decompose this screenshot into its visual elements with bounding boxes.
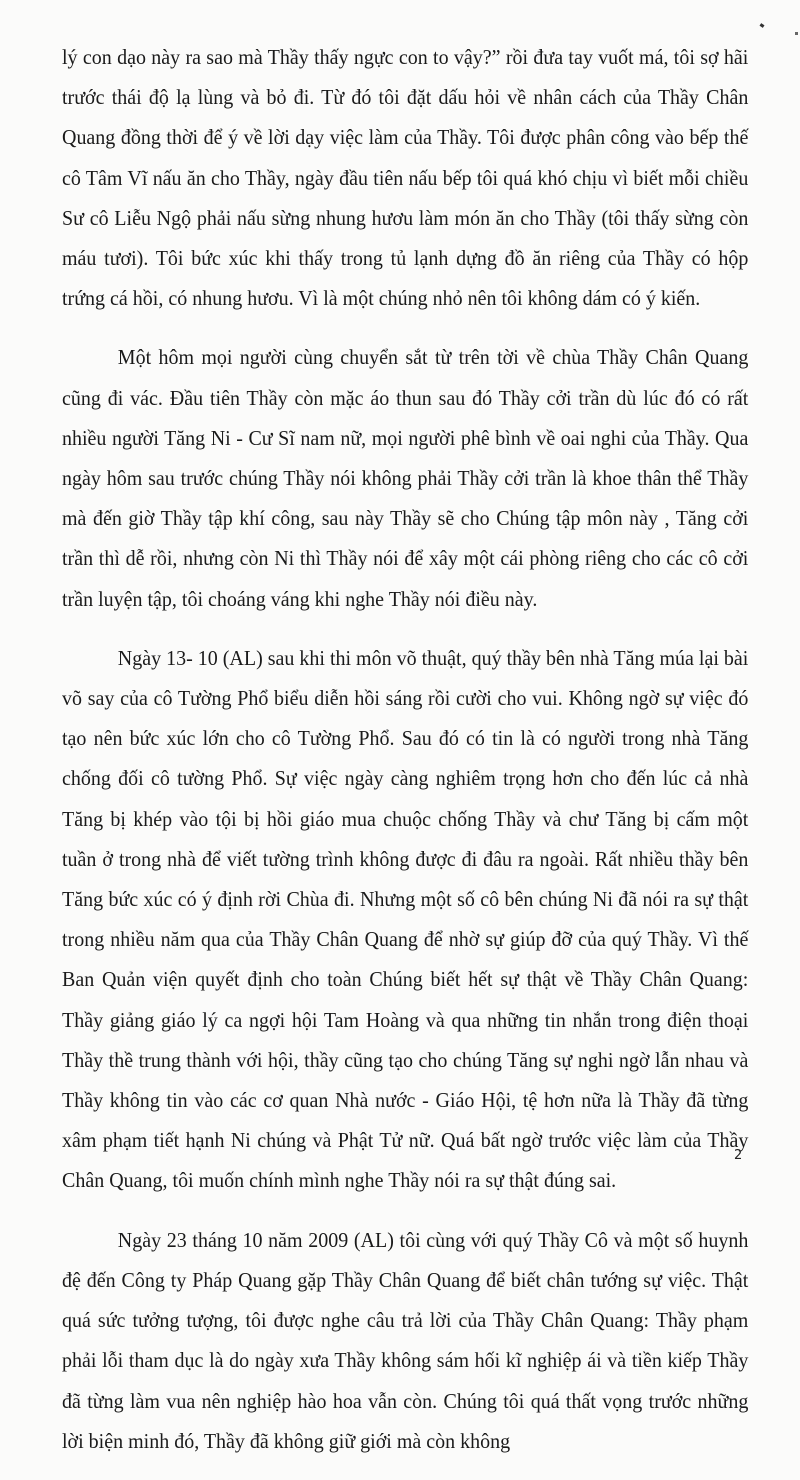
scan-artifact xyxy=(795,32,798,35)
document-page xyxy=(62,37,748,1480)
paragraph: Một hôm mọi người cùng chuyển sắt từ trên tời về chùa Thầy Chân Quang cũng đi vác. Đầu tiên Thầy còn mặc áo thun sau đó Thầy cởi trần dù lúc đó có rất nhiều người Tăng Ni - Cư Sĩ nam nữ, mọi người phê bình về oai nghi của Thầy. Qua ngày hôm sau trước chúng Thầy nói không phải Thầy cởi trần là khoe thân thể Thầy mà đến giờ Thầy tập khí công, sau này Thầy sẽ cho Chúng tập môn này , Tăng cởi trần thì dễ rồi, nhưng còn Ni thì Thầy nói để xây một cái phòng riêng cho các cô cởi trần luyện tập, tôi choáng váng khi nghe Thầy nói điều này. xyxy=(62,345,749,611)
paragraph: Ngày 23 tháng 10 năm 2009 (AL) tôi cùng với quý Thầy Cô và một số huynh đệ đến Công ty Pháp Quang gặp Thầy Chân Quang để biết chân tướng sự việc. Thật quá sức tưởng tượng, tôi được nghe câu trả lời của Thầy Chân Quang: Thầy phạm phải lỗi tham dục là do ngày xưa Thầy không sám hối kĩ nghiệp ái và tiền kiếp Thầy đã từng làm vua nên nghiệp hào hoa vẫn còn. Chúng tôi quá thất vọng trước những lời biện minh đó, Thầy đã không giữ giới mà còn không xyxy=(62,1227,749,1453)
paragraph: Ngày 13- 10 (AL) sau khi thi môn võ thuật, quý thầy bên nhà Tăng múa lại bài võ say của cô Tường Phổ biểu diễn hồi sáng rồi cười cho vui. Không ngờ sự việc đó tạo nên bức xúc lớn cho cô Tường Phổ. Sau đó có tin là có người trong nhà Tăng chống đối cô tường Phổ. Sự việc ngày càng nghiêm trọng hơn cho đến lúc cả nhà Tăng bị khép vào tội bị hồi giáo mua chuộc chống Thầy và chư Tăng bị cấm một tuần ở trong nhà để viết tường trình không được đi đâu ra ngoài. Rất nhiều thầy bên Tăng bức xúc có ý định rời Chùa đi. Nhưng một số cô bên chúng Ni đã nói ra sự thật trong nhiều năm qua của Thầy Chân Quang để nhờ sự giúp đỡ của quý Thầy. Vì thế Ban Quản viện quyết định cho toàn Chúng biết hết sự thật về Thầy Chân Quang: Thầy giảng giáo lý ca ngợi hội Tam Hoàng và qua những tin nhắn trong điện thoại Thầy thề trung thành với hội, thầy cũng tạo cho chúng Tăng sự nghi ngờ lẫn nhau và Thầy không tin vào các cơ quan Nhà nước - Giáo Hội, tệ hơn nữa là Thầy đã từng xâm phạm tiết hạnh Ni chúng và Phật Tử nữ. Quá bất ngờ trước việc làm của Thầy Chân Quang, tôi muốn chính mình nghe Thầy nói ra sự thật đúng sai. xyxy=(62,645,749,1193)
page-number: 2 xyxy=(734,1148,743,1163)
paragraph-continuation: lý con dạo này ra sao mà Thầy thấy ngực con to vậy?” rồi đưa tay vuốt má, tôi sợ hãi trước thái độ lạ lùng và bỏ đi. Từ đó tôi đặt dấu hỏi về nhân cách của Thầy Chân Quang đồng thời để ý về lời dạy việc làm của Thầy. Tôi được phân công vào bếp thế cô Tâm Vĩ nấu ăn cho Thầy, ngày đầu tiên nấu bếp tôi quá khó chịu vì biết mỗi chiều Sư cô Liễu Ngộ phải nấu sừng nhung hươu làm món ăn cho Thầy (tôi thấy sừng còn máu tươi). Tôi bức xúc khi thấy trong tủ lạnh dựng đồ ăn riêng của Thầy có hộp trứng cá hồi, có nhung hươu. Vì là một chúng nhỏ nên tôi không dám có ý kiến. xyxy=(62,45,749,311)
scan-artifact xyxy=(760,23,765,28)
